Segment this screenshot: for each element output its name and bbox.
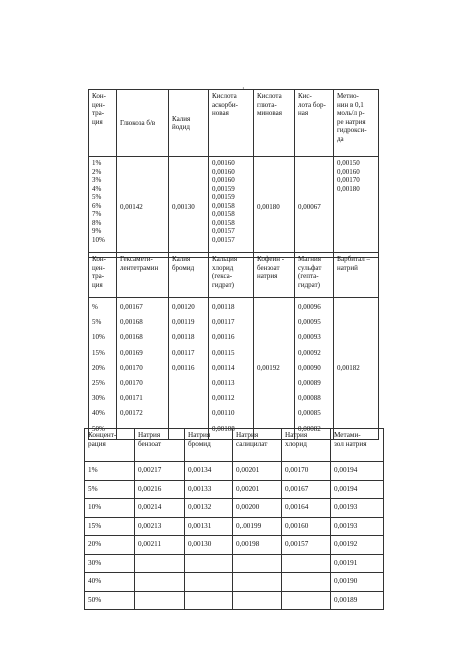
header-cell: Кофеин - бензоат натрия — [254, 253, 295, 298]
header-cell: Калия йодид — [169, 90, 209, 157]
concentration-cell: 15% — [85, 517, 135, 536]
header-cell: Кон- цен- тра- ция — [89, 90, 117, 157]
concentration-cell: 5% — [85, 480, 135, 499]
value-cell: 0,00160 — [282, 517, 331, 536]
concentration-cell: 1% 2% 3% 4% 5% 6% 7% 8% 9% 10% — [89, 157, 117, 258]
concentration-cell: 1% — [85, 462, 135, 481]
header-cell: Кислота глюта- миновая — [254, 90, 295, 157]
value-cell: 0,00067 — [295, 157, 334, 258]
value-cell: 0,00194 — [331, 462, 384, 481]
header-cell: Кон- цен- тра- ция — [89, 253, 117, 298]
value-cell — [233, 591, 282, 610]
concentration-cell: 50% — [85, 591, 135, 610]
value-cell: 0,00198 — [233, 536, 282, 555]
value-cell — [185, 573, 233, 592]
table-row — [85, 462, 384, 481]
value-cell — [135, 554, 185, 573]
value-cell: 0,00193 — [331, 517, 384, 536]
value-cell: 0,00170 — [282, 462, 331, 481]
value-cell: 0,00120 0,00119 0,00118 0,00117 0,00116 — [169, 298, 209, 440]
concentration-cell: 40% — [85, 573, 135, 592]
value-cell: 0,00160 0,00160 0,00160 0,00159 0,00159 0,00158 0,00158 0,00158 0,00157 0,00157 — [209, 157, 254, 258]
value-cell: 0,00167 0,00168 0,00168 0,00169 0,00170 0,00170 0,00171 0,00172 — [117, 298, 169, 440]
value-cell: 0,00191 — [331, 554, 384, 573]
value-cell — [185, 554, 233, 573]
header-cell: Метио- нин в 0,1 моль/л р- ре натрия гидрокси- да — [334, 90, 379, 157]
value-cell — [282, 591, 331, 610]
header-cell: Натрия салицилат — [233, 429, 282, 462]
header-cell: Глюкоза б/в — [117, 90, 169, 157]
table-row — [85, 480, 384, 499]
table-header-row — [85, 429, 384, 462]
value-cell: 0,00214 — [135, 499, 185, 518]
value-cell: 0,00201 — [233, 480, 282, 499]
solutions-table-3 — [84, 428, 384, 610]
table-row — [85, 499, 384, 518]
header-cell: Натрия бензоат — [135, 429, 185, 462]
table-row — [89, 298, 379, 440]
table-row — [85, 517, 384, 536]
header-cell: Магния сульфат (гепта- гидрат) — [295, 253, 334, 298]
table-header-row — [89, 253, 379, 298]
header-cell: Гексамети- лентетрамин — [117, 253, 169, 298]
value-cell: 0,00217 — [135, 462, 185, 481]
header-cell: Барбитал – натрий — [334, 253, 379, 298]
concentration-cell: 30% — [85, 554, 135, 573]
value-cell: 0,00216 — [135, 480, 185, 499]
value-cell: 0,00164 — [282, 499, 331, 518]
header-cell: Натрия хлорид — [282, 429, 331, 462]
table-row — [85, 591, 384, 610]
value-cell — [282, 573, 331, 592]
value-cell — [233, 573, 282, 592]
header-cell: Кислота аскорби- новая — [209, 90, 254, 157]
value-cell: 0,00096 0,00095 0,00093 0,00092 0,00090 0,00089 0,00088 0,00085 0,00082 — [295, 298, 334, 440]
solutions-table-2 — [88, 252, 379, 440]
value-cell: 0,00200 — [233, 499, 282, 518]
page-mark: · — [242, 84, 245, 93]
table-row — [89, 157, 379, 258]
table-row — [85, 573, 384, 592]
value-cell: 0,00118 0,00117 0,00116 0,00115 0,00114 0,00113 0,00112 0,00110 0,00108 — [209, 298, 254, 440]
value-cell — [135, 591, 185, 610]
value-cell: 0,00132 — [185, 499, 233, 518]
value-cell: 0,00192 — [331, 536, 384, 555]
value-cell: 0,00130 — [169, 157, 209, 258]
table-row — [85, 536, 384, 555]
value-cell: 0,00192 — [254, 298, 295, 440]
value-cell: 0,00131 — [185, 517, 233, 536]
value-cell: 0,00133 — [185, 480, 233, 499]
value-cell: 0,00211 — [135, 536, 185, 555]
value-cell: 0,00189 — [331, 591, 384, 610]
value-cell — [135, 573, 185, 592]
header-cell: Кис- лота бор- ная — [295, 90, 334, 157]
concentration-cell: 10% — [85, 499, 135, 518]
value-cell: 0,00201 — [233, 462, 282, 481]
value-cell: 0,00142 — [117, 157, 169, 258]
value-cell: 0,00130 — [185, 536, 233, 555]
value-cell: 0,00213 — [135, 517, 185, 536]
value-cell: 0,00150 0,00160 0,00170 0,00180 — [334, 157, 379, 258]
value-cell: 0,00180 — [254, 157, 295, 258]
value-cell: 0,00194 — [331, 480, 384, 499]
value-cell: 0,00182 — [334, 298, 379, 440]
value-cell: 0,00190 — [331, 573, 384, 592]
value-cell — [233, 554, 282, 573]
value-cell: 0,.00199 — [233, 517, 282, 536]
header-cell: Концент- рация — [85, 429, 135, 462]
header-cell: Натрия бромид — [185, 429, 233, 462]
table-header-row — [89, 90, 379, 157]
concentration-cell: 20% — [85, 536, 135, 555]
value-cell: 0,00134 — [185, 462, 233, 481]
table-row — [85, 554, 384, 573]
header-cell: Калия бромид — [169, 253, 209, 298]
value-cell: 0,00157 — [282, 536, 331, 555]
header-cell: Метами- зол натрия — [331, 429, 384, 462]
value-cell: 0,00193 — [331, 499, 384, 518]
value-cell — [282, 554, 331, 573]
value-cell: 0,00167 — [282, 480, 331, 499]
concentration-cell: % 5% 10% 15% 20% 25% 30% 40% 50% — [89, 298, 117, 440]
solutions-table-1 — [88, 89, 379, 258]
value-cell — [185, 591, 233, 610]
header-cell: Кальция хлорид (гекса- гидрат) — [209, 253, 254, 298]
